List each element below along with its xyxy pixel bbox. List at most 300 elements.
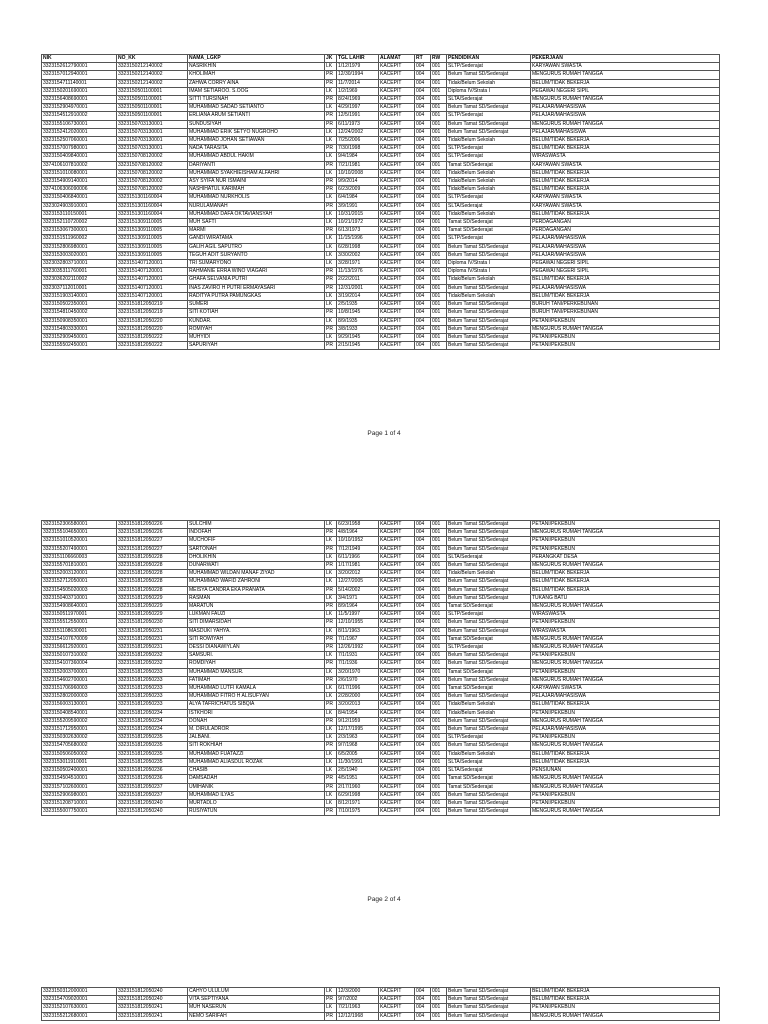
cell-pekerjaan: PETANI/PEKEBUN: [531, 668, 720, 676]
cell-pendidikan: Tamat SD/Sederajat: [447, 219, 531, 227]
table-row: [42, 586, 720, 594]
cell-alamat: KACEPIT: [379, 161, 415, 169]
cell-pendidikan: Belum Tamat SD/Sederajat: [447, 309, 531, 317]
cell-pendidikan: Belum Tamat SD/Sederajat: [447, 799, 531, 807]
cell-pendidikan: Tamat SD/Sederajat: [447, 635, 531, 643]
cell-jenis-kelamin: LK: [325, 767, 337, 775]
cell-jenis-kelamin: PR: [325, 562, 337, 570]
cell-rt: 004: [415, 128, 431, 136]
cell-no-kk: 3323151812050231: [117, 635, 188, 643]
cell-nik: 3323150908350001: [42, 317, 117, 325]
cell-no-kk: 3323151812050226: [117, 529, 188, 537]
cell-tanggal-lahir: 9/9/2014: [337, 178, 379, 186]
cell-pekerjaan: WIRASWASTA: [531, 627, 720, 635]
cell-alamat: KACEPIT: [379, 668, 415, 676]
table-row: [42, 570, 720, 578]
cell-pekerjaan: BELUM/TIDAK BEKERJA: [531, 186, 720, 194]
cell-alamat: KACEPIT: [379, 219, 415, 227]
cell-nama-lengkap: LUKMAN FAUZI: [188, 611, 325, 619]
cell-tanggal-lahir: 1/17/1981: [337, 562, 379, 570]
cell-rt: 004: [415, 71, 431, 79]
cell-pendidikan: Tidak/Belum Sekolah: [447, 292, 531, 300]
cell-no-kk: 3323151812050227: [117, 545, 188, 553]
cell-rw: 001: [431, 1012, 447, 1020]
cell-no-kk: 3323151812050228: [117, 586, 188, 594]
cell-jenis-kelamin: LK: [325, 243, 337, 251]
cell-pendidikan: Tidak/Belum Sekolah: [447, 210, 531, 218]
cell-rw: 001: [431, 309, 447, 317]
cell-jenis-kelamin: PR: [325, 742, 337, 750]
cell-nama-lengkap: INDOFAH: [188, 529, 325, 537]
cell-alamat: KACEPIT: [379, 988, 415, 996]
cell-nama-lengkap: MEISYA CANDRA EKA PRANATA: [188, 586, 325, 594]
cell-nik: 3323154810450002: [42, 309, 117, 317]
cell-alamat: KACEPIT: [379, 521, 415, 529]
cell-tanggal-lahir: 9/4/1984: [337, 153, 379, 161]
cell-pendidikan: SLTP/Sederajat: [447, 644, 531, 652]
cell-nik: 3323157012940001: [42, 71, 117, 79]
cell-no-kk: 3323150212140002: [117, 71, 188, 79]
cell-nama-lengkap: MUHAMMAD WILDAN MANAF ZIYAD: [188, 570, 325, 578]
cell-nik: 3323150502350001: [42, 301, 117, 309]
cell-nama-lengkap: RASMAN: [188, 594, 325, 602]
cell-nama-lengkap: SAMSURI.: [188, 652, 325, 660]
cell-no-kk: 3323151812050232: [117, 660, 188, 668]
cell-pekerjaan: PELAJAR/MAHASISWA: [531, 128, 720, 136]
table-row: [42, 611, 720, 619]
column-header-tanggal-lahir: TGL LAHIR: [337, 55, 379, 63]
cell-nik: 3323150406840001: [42, 194, 117, 202]
cell-tanggal-lahir: 6/23/2009: [337, 186, 379, 194]
cell-rw: 001: [431, 570, 447, 578]
cell-nik: 3323152507060001: [42, 137, 117, 145]
cell-pendidikan: Belum Tamat SD/Sederajat: [447, 243, 531, 251]
cell-alamat: KACEPIT: [379, 701, 415, 709]
cell-tanggal-lahir: 6/23/1958: [337, 521, 379, 529]
cell-nama-lengkap: MUCHOFIF: [188, 537, 325, 545]
cell-nama-lengkap: MARATUN: [188, 603, 325, 611]
cell-pendidikan: Belum Tamat SD/Sederajat: [447, 529, 531, 537]
cell-alamat: KACEPIT: [379, 128, 415, 136]
cell-pekerjaan: BELUM/TIDAK BEKERJA: [531, 292, 720, 300]
cell-pendidikan: Belum Tamat SD/Sederajat: [447, 71, 531, 79]
cell-nama-lengkap: DARIYANTI: [188, 161, 325, 169]
cell-rw: 001: [431, 333, 447, 341]
cell-pendidikan: Belum Tamat SD/Sederajat: [447, 996, 531, 1004]
table-row: [42, 309, 720, 317]
cell-jenis-kelamin: LK: [325, 578, 337, 586]
cell-tanggal-lahir: 3/28/1971: [337, 260, 379, 268]
cell-no-kk: 3323151309110005: [117, 227, 188, 235]
cell-pekerjaan: PETANI/PEKEBUN: [531, 652, 720, 660]
cell-tanggal-lahir: 1/12/1979: [337, 63, 379, 71]
cell-nik: 3323155512550001: [42, 619, 117, 627]
cell-nama-lengkap: GALIH AGIL SAPUTRO: [188, 243, 325, 251]
cell-no-kk: 3323150703130001: [117, 137, 188, 145]
cell-rw: 001: [431, 562, 447, 570]
cell-no-kk: 3323151812050236: [117, 775, 188, 783]
cell-nik: 3323154602700001: [42, 676, 117, 684]
cell-nik: 3323150107310002: [42, 652, 117, 660]
cell-alamat: KACEPIT: [379, 71, 415, 79]
table-body: [42, 63, 720, 350]
cell-nama-lengkap: INAS ZAVIRO H PUTRI ERMAYASARI: [188, 284, 325, 292]
cell-no-kk: 3323151407120001: [117, 260, 188, 268]
cell-tanggal-lahir: 7/1/1936: [337, 660, 379, 668]
cell-pekerjaan: PEGAWAI NEGERI SIPIL: [531, 87, 720, 95]
cell-no-kk: 3323151812050231: [117, 627, 188, 635]
cell-no-kk: 3323151301160004: [117, 194, 188, 202]
cell-pekerjaan: PELAJAR/MAHASISWA: [531, 235, 720, 243]
cell-rw: 001: [431, 627, 447, 635]
cell-no-kk: 3323151309110005: [117, 219, 188, 227]
cell-alamat: KACEPIT: [379, 717, 415, 725]
cell-pekerjaan: PELAJAR/MAHASISWA: [531, 693, 720, 701]
cell-rw: 001: [431, 104, 447, 112]
cell-pendidikan: Tamat SD/Sederajat: [447, 783, 531, 791]
cell-nik: 3323154709020001: [42, 996, 117, 1004]
cell-nik: 3323152003120001: [42, 570, 117, 578]
cell-no-kk: 3323151812050237: [117, 791, 188, 799]
cell-rw: 001: [431, 545, 447, 553]
cell-nama-lengkap: MUHAMMAD FUATAZZI: [188, 750, 325, 758]
cell-tanggal-lahir: 2/22/2011: [337, 276, 379, 284]
cell-no-kk: 3323151812050231: [117, 644, 188, 652]
cell-nama-lengkap: ISTKHORI: [188, 709, 325, 717]
cell-nik: 3323150506050002: [42, 750, 117, 758]
cell-pekerjaan: KARYAWAN SWASTA: [531, 685, 720, 693]
cell-nama-lengkap: RUSIYATUN: [188, 808, 325, 816]
cell-pekerjaan: PELAJAR/MAHASISWA: [531, 243, 720, 251]
cell-nik: 3323037112010001: [42, 284, 117, 292]
cell-jenis-kelamin: PR: [325, 783, 337, 791]
cell-nama-lengkap: SUMERI: [188, 301, 325, 309]
cell-pendidikan: Tidak/Belum Sekolah: [447, 169, 531, 177]
column-header-jenis-kelamin: JK: [325, 55, 337, 63]
table-row: [42, 545, 720, 553]
cell-nik: 3323035311760001: [42, 268, 117, 276]
table-row: [42, 169, 720, 177]
cell-jenis-kelamin: PR: [325, 586, 337, 594]
cell-rt: 004: [415, 309, 431, 317]
cell-alamat: KACEPIT: [379, 169, 415, 177]
cell-rw: 001: [431, 153, 447, 161]
table-row: [42, 758, 720, 766]
cell-jenis-kelamin: PR: [325, 284, 337, 292]
table-row: [42, 767, 720, 775]
cell-nama-lengkap: MUHAMMAD SADAD SETIANTO: [188, 104, 325, 112]
cell-nama-lengkap: MUHAMMAD WAFID ZAHRONI: [188, 578, 325, 586]
cell-alamat: KACEPIT: [379, 210, 415, 218]
cell-pekerjaan: BELUM/TIDAK BEKERJA: [531, 988, 720, 996]
table-row: [42, 210, 720, 218]
cell-pekerjaan: PETANI/PEKEBUN: [531, 545, 720, 553]
cell-nik: 3323156408690001: [42, 96, 117, 104]
cell-no-kk: 3323151812050240: [117, 808, 188, 816]
cell-rt: 004: [415, 87, 431, 95]
cell-pekerjaan: WIRASWASTA: [531, 611, 720, 619]
cell-alamat: KACEPIT: [379, 635, 415, 643]
cell-alamat: KACEPIT: [379, 742, 415, 750]
cell-rt: 004: [415, 635, 431, 643]
cell-nama-lengkap: MUHAMMAD ERIK SETYO NUGROHO: [188, 128, 325, 136]
cell-jenis-kelamin: LK: [325, 627, 337, 635]
cell-nama-lengkap: ROMDIYAH: [188, 660, 325, 668]
cell-rw: 001: [431, 603, 447, 611]
cell-tanggal-lahir: 6/29/1998: [337, 791, 379, 799]
cell-jenis-kelamin: LK: [325, 104, 337, 112]
cell-nama-lengkap: SITI ROKHIAH: [188, 742, 325, 750]
cell-jenis-kelamin: PR: [325, 996, 337, 1004]
cell-pekerjaan: MENGURUS RUMAH TANGGA: [531, 96, 720, 104]
cell-nik: 3323150408540001: [42, 709, 117, 717]
cell-jenis-kelamin: PR: [325, 660, 337, 668]
cell-no-kk: 3323151309110005: [117, 235, 188, 243]
cell-jenis-kelamin: PR: [325, 161, 337, 169]
cell-tanggal-lahir: 9/29/1945: [337, 333, 379, 341]
cell-alamat: KACEPIT: [379, 120, 415, 128]
cell-pekerjaan: TUKANG BATU: [531, 594, 720, 602]
cell-rt: 004: [415, 644, 431, 652]
cell-pendidikan: Belum Tamat SD/Sederajat: [447, 251, 531, 259]
column-header-rw: RW: [431, 55, 447, 63]
cell-rt: 004: [415, 553, 431, 561]
table-row: [42, 112, 720, 120]
cell-rt: 004: [415, 284, 431, 292]
cell-alamat: KACEPIT: [379, 87, 415, 95]
cell-tanggal-lahir: 9/7/2002: [337, 996, 379, 1004]
cell-rw: 001: [431, 685, 447, 693]
cell-pekerjaan: KARYAWAN SWASTA: [531, 161, 720, 169]
cell-alamat: KACEPIT: [379, 202, 415, 210]
cell-nama-lengkap: MUHAMMAD ABDUL HAKIM: [188, 153, 325, 161]
cell-rt: 004: [415, 202, 431, 210]
cell-pekerjaan: MENGURUS RUMAH TANGGA: [531, 660, 720, 668]
cell-rw: 001: [431, 742, 447, 750]
cell-jenis-kelamin: LK: [325, 153, 337, 161]
table-row: [42, 342, 720, 350]
cell-pendidikan: Tidak/Belum Sekolah: [447, 186, 531, 194]
cell-alamat: KACEPIT: [379, 309, 415, 317]
cell-rw: 001: [431, 194, 447, 202]
cell-rt: 004: [415, 726, 431, 734]
cell-no-kk: 3323151812050226: [117, 521, 188, 529]
table-row: [42, 750, 720, 758]
cell-nama-lengkap: KUNDAR.: [188, 317, 325, 325]
cell-no-kk: 3323151812050236: [117, 767, 188, 775]
cell-alamat: KACEPIT: [379, 562, 415, 570]
cell-nik: 3323150511970001: [42, 611, 117, 619]
cell-rt: 004: [415, 120, 431, 128]
table-row: [42, 194, 720, 202]
cell-pekerjaan: MENGURUS RUMAH TANGGA: [531, 603, 720, 611]
cell-jenis-kelamin: LK: [325, 611, 337, 619]
column-header-pekerjaan: PEKERJAAN: [531, 55, 720, 63]
cell-no-kk: 3323151812050232: [117, 652, 188, 660]
cell-nik: 3323154512910002: [42, 112, 117, 120]
cell-tanggal-lahir: 11/7/2014: [337, 79, 379, 87]
cell-tanggal-lahir: 10/10/1952: [337, 537, 379, 545]
cell-nama-lengkap: NEMO SARIFAH: [188, 1012, 325, 1020]
cell-nik: 3323036202110002: [42, 276, 117, 284]
cell-nik: 3323152904970001: [42, 104, 117, 112]
cell-no-kk: 3323151812050240: [117, 799, 188, 807]
cell-nama-lengkap: SUNDUSIYAH: [188, 120, 325, 128]
cell-pekerjaan: BELUM/TIDAK BEKERJA: [531, 570, 720, 578]
cell-rt: 004: [415, 586, 431, 594]
cell-pekerjaan: PETANI/PEKEBUN: [531, 791, 720, 799]
cell-rw: 001: [431, 63, 447, 71]
cell-pendidikan: Diploma IV/Strata I: [447, 87, 531, 95]
cell-rw: 001: [431, 594, 447, 602]
cell-rw: 001: [431, 268, 447, 276]
cell-no-kk: 3323151812050235: [117, 758, 188, 766]
cell-alamat: KACEPIT: [379, 676, 415, 684]
cell-no-kk: 3323150501100001: [117, 104, 188, 112]
cell-alamat: KACEPIT: [379, 603, 415, 611]
table-row: [42, 120, 720, 128]
cell-tanggal-lahir: 7/30/1998: [337, 145, 379, 153]
cell-no-kk: 3323151812050241: [117, 1004, 188, 1012]
cell-pendidikan: Tidak/Belum Sekolah: [447, 79, 531, 87]
cell-alamat: KACEPIT: [379, 750, 415, 758]
cell-rt: 004: [415, 96, 431, 104]
cell-rw: 001: [431, 325, 447, 333]
cell-pendidikan: SLTA/Sederajat: [447, 202, 531, 210]
cell-tanggal-lahir: 8/9/1935: [337, 317, 379, 325]
table-row: [42, 219, 720, 227]
cell-tanggal-lahir: 12/24/2002: [337, 128, 379, 136]
table-row: [42, 145, 720, 153]
cell-nik: 3323150409840001: [42, 153, 117, 161]
cell-pekerjaan: KARYAWAN SWASTA: [531, 63, 720, 71]
cell-jenis-kelamin: PR: [325, 603, 337, 611]
cell-alamat: KACEPIT: [379, 644, 415, 652]
cell-pekerjaan: MENGURUS RUMAH TANGGA: [531, 635, 720, 643]
cell-rt: 004: [415, 717, 431, 725]
cell-rw: 001: [431, 79, 447, 87]
cell-rw: 001: [431, 676, 447, 684]
cell-pendidikan: Belum Tamat SD/Sederajat: [447, 562, 531, 570]
cell-rt: 004: [415, 194, 431, 202]
column-header-no-kk: NO_KK: [117, 55, 188, 63]
cell-alamat: KACEPIT: [379, 268, 415, 276]
cell-alamat: KACEPIT: [379, 611, 415, 619]
cell-pendidikan: Belum Tamat SD/Sederajat: [447, 660, 531, 668]
cell-pekerjaan: KARYAWAN SWASTA: [531, 202, 720, 210]
cell-rt: 004: [415, 545, 431, 553]
cell-pendidikan: Belum Tamat SD/Sederajat: [447, 594, 531, 602]
cell-rw: 001: [431, 284, 447, 292]
cell-rt: 004: [415, 685, 431, 693]
table-body: [42, 988, 720, 1021]
header-row: [42, 55, 720, 63]
cell-no-kk: 3323151812050222: [117, 342, 188, 350]
cell-rt: 004: [415, 627, 431, 635]
cell-tanggal-lahir: 10/10/2008: [337, 169, 379, 177]
cell-pekerjaan: MENGURUS RUMAH TANGGA: [531, 742, 720, 750]
cell-nama-lengkap: FATIMAH: [188, 676, 325, 684]
cell-jenis-kelamin: LK: [325, 594, 337, 602]
cell-jenis-kelamin: LK: [325, 235, 337, 243]
cell-alamat: KACEPIT: [379, 996, 415, 1004]
cell-alamat: KACEPIT: [379, 570, 415, 578]
cell-nik: 3323155104650001: [42, 529, 117, 537]
cell-nama-lengkap: NADA TARASITA: [188, 145, 325, 153]
cell-jenis-kelamin: PR: [325, 227, 337, 235]
cell-rt: 004: [415, 529, 431, 537]
cell-nik: 3323157007980001: [42, 145, 117, 153]
cell-nik: 3323154107670009: [42, 635, 117, 643]
cell-no-kk: 3323151812050234: [117, 726, 188, 734]
cell-nama-lengkap: ROMIYAH: [188, 325, 325, 333]
cell-nama-lengkap: SITI ROWIYAH: [188, 635, 325, 643]
cell-nik: 3323153067300001: [42, 227, 117, 235]
column-header-rt: RT: [415, 55, 431, 63]
cell-alamat: KACEPIT: [379, 726, 415, 734]
cell-rt: 004: [415, 783, 431, 791]
cell-alamat: KACEPIT: [379, 734, 415, 742]
cell-jenis-kelamin: LK: [325, 87, 337, 95]
cell-tanggal-lahir: 12/27/2005: [337, 578, 379, 586]
cell-nik: 3323150312000001: [42, 988, 117, 996]
cell-nik: 3323156612920001: [42, 644, 117, 652]
cell-alamat: KACEPIT: [379, 775, 415, 783]
table-row: [42, 734, 720, 742]
cell-alamat: KACEPIT: [379, 260, 415, 268]
column-header-nik: NIK: [42, 55, 117, 63]
cell-tanggal-lahir: 8/11/1963: [337, 627, 379, 635]
cell-rw: 001: [431, 87, 447, 95]
cell-nik: 3323154705680002: [42, 742, 117, 750]
cell-nama-lengkap: MUHYIDI: [188, 333, 325, 341]
cell-jenis-kelamin: PR: [325, 145, 337, 153]
table-row: [42, 79, 720, 87]
cell-jenis-kelamin: PR: [325, 71, 337, 79]
cell-pekerjaan: BELUM/TIDAK BEKERJA: [531, 586, 720, 594]
cell-rt: 004: [415, 210, 431, 218]
cell-nama-lengkap: GHAFA SELVANIA PUTRI: [188, 276, 325, 284]
cell-nik: 3323151712950001: [42, 726, 117, 734]
cell-jenis-kelamin: LK: [325, 194, 337, 202]
cell-rw: 001: [431, 317, 447, 325]
cell-rw: 001: [431, 717, 447, 725]
table-row: [42, 301, 720, 309]
cell-pekerjaan: KARYAWAN SWASTA: [531, 194, 720, 202]
cell-pendidikan: Belum Tamat SD/Sederajat: [447, 128, 531, 136]
cell-nama-lengkap: NASRIKHIN: [188, 63, 325, 71]
cell-jenis-kelamin: LK: [325, 791, 337, 799]
cell-tanggal-lahir: 2/15/1945: [337, 342, 379, 350]
cell-alamat: KACEPIT: [379, 104, 415, 112]
cell-rw: 001: [431, 996, 447, 1004]
cell-pendidikan: Belum Tamat SD/Sederajat: [447, 284, 531, 292]
cell-no-kk: 3323151812050233: [117, 685, 188, 693]
cell-pendidikan: Tidak/Belum Sekolah: [447, 701, 531, 709]
cell-rw: 001: [431, 767, 447, 775]
cell-rw: 001: [431, 276, 447, 284]
cell-nama-lengkap: NASHIHATUL KARIMAH: [188, 186, 325, 194]
cell-pekerjaan: BELUM/TIDAK BEKERJA: [531, 137, 720, 145]
table-row: [42, 276, 720, 284]
cell-tanggal-lahir: 8/9/1964: [337, 603, 379, 611]
cell-nama-lengkap: SITI KOTIAH: [188, 309, 325, 317]
cell-jenis-kelamin: LK: [325, 758, 337, 766]
cell-nama-lengkap: CHASIB: [188, 767, 325, 775]
cell-pekerjaan: BURUH TANI/PERKEBUNAN: [531, 309, 720, 317]
cell-pendidikan: Tidak/Belum Sekolah: [447, 570, 531, 578]
cell-nama-lengkap: DUNARWATI: [188, 562, 325, 570]
